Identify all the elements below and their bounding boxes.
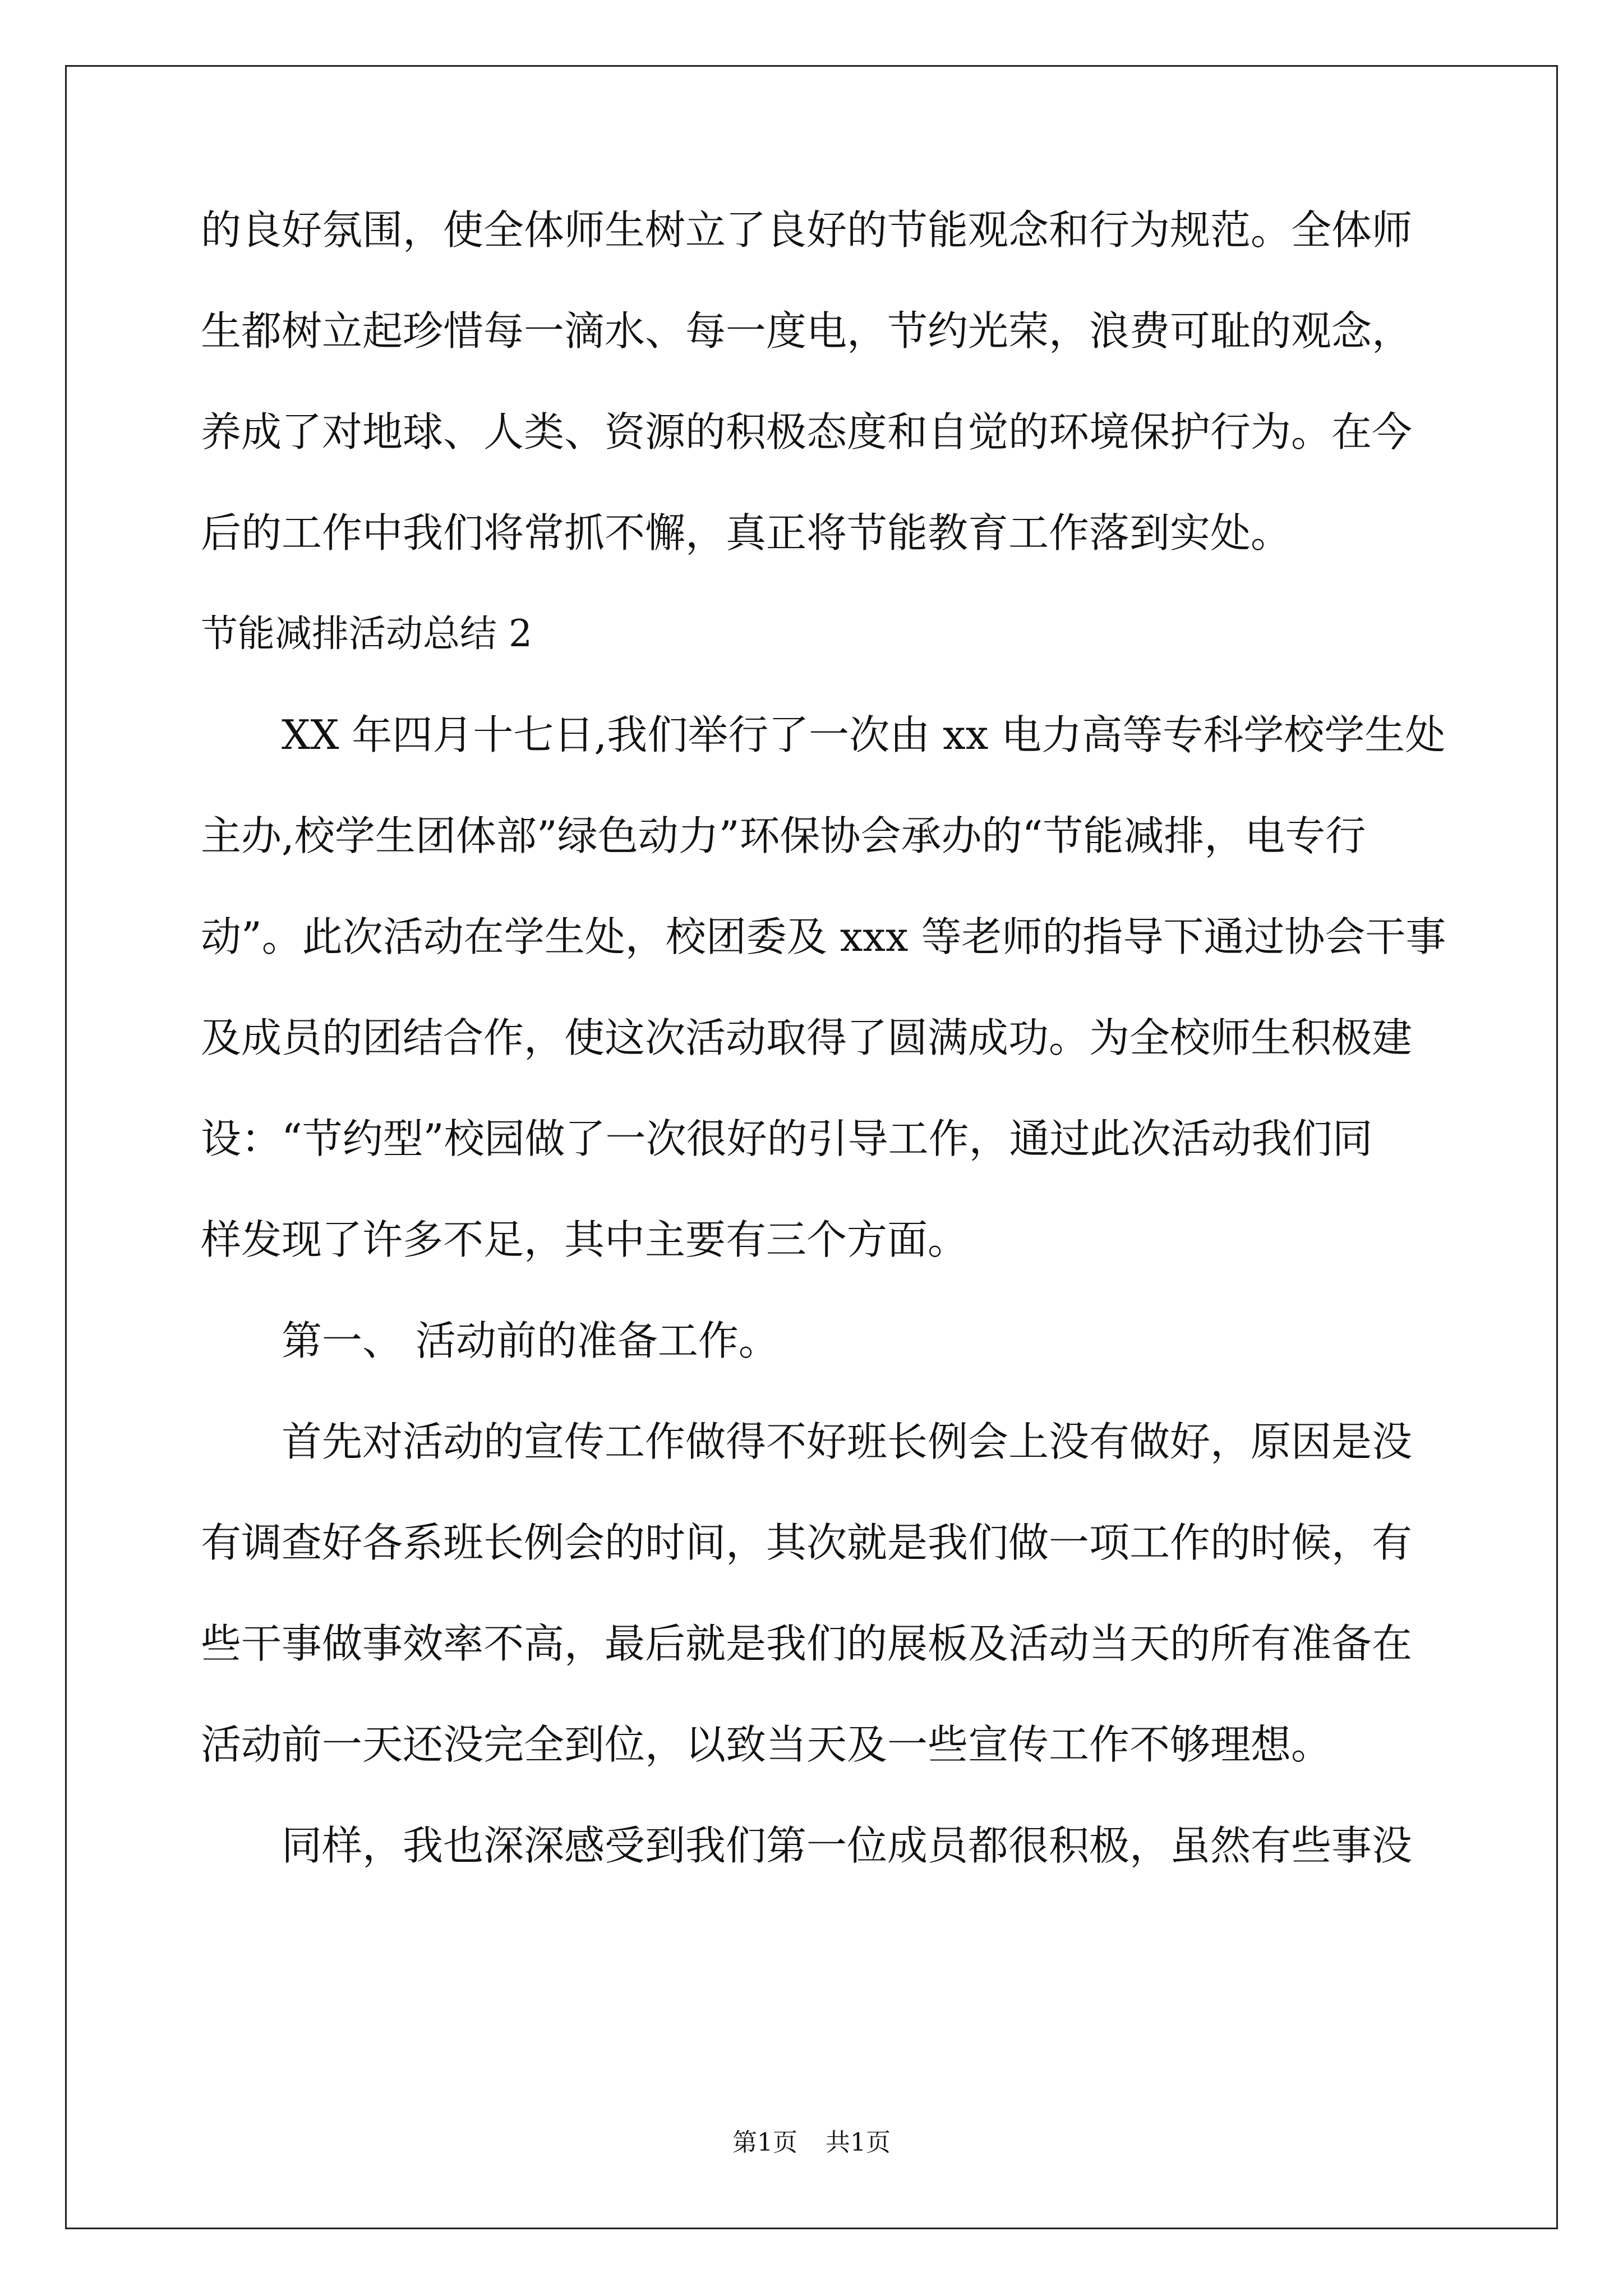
text-line: 活动前一天还没完全到位，以致当天及一些宣传工作不够理想。 xyxy=(201,1721,1332,1768)
page-footer xyxy=(0,2126,1623,2160)
text-line: XX 年四月十七日,我们举行了一次由 xx 电力高等专科学校学生处 xyxy=(201,711,1446,758)
page-total: 共1页 xyxy=(826,2128,891,2157)
section-heading: 节能减排活动总结 2 xyxy=(201,612,532,655)
text-line: 设：“节约型”校园做了一次很好的引导工作，通过此次活动我们同 xyxy=(201,1115,1373,1162)
text-line: 样发现了许多不足，其中主要有三个方面。 xyxy=(201,1216,969,1263)
text-line: 同样，我也深深感受到我们第一位成员都很积极，虽然有些事没 xyxy=(201,1822,1413,1869)
text-line: 后的工作中我们将常抓不懈，真正将节能教育工作落到实处。 xyxy=(201,509,1292,556)
text-line: 的良好氛围，使全体师生树立了良好的节能观念和行为规范。全体师 xyxy=(201,206,1413,254)
text-line: 首先对活动的宣传工作做得不好班长例会上没有做好，原因是没 xyxy=(201,1418,1413,1465)
text-line: 主办,校学生团体部”绿色动力”环保协会承办的“节能减排，电专行 xyxy=(201,812,1366,859)
text-line: 动”。此次活动在学生处，校团委及 xxx 等老师的指导下通过协会干事 xyxy=(201,913,1446,960)
text-line: 生都树立起珍惜每一滴水、每一度电，节约光荣，浪费可耻的观念， xyxy=(201,307,1413,355)
text-line: 些干事做事效率不高，最后就是我们的展板及活动当天的所有准备在 xyxy=(201,1620,1413,1667)
page-number: 第1页 xyxy=(732,2128,797,2157)
text-line: 养成了对地球、人类、资源的积极态度和自觉的环境保护行为。在今 xyxy=(201,408,1413,455)
text-line: 第一、 活动前的准备工作。 xyxy=(201,1317,779,1364)
text-line: 及成员的团结合作，使这次活动取得了圆满成功。为全校师生积极建 xyxy=(201,1014,1413,1061)
text-line: 有调查好各系班长例会的时间，其次就是我们做一项工作的时候，有 xyxy=(201,1519,1413,1566)
